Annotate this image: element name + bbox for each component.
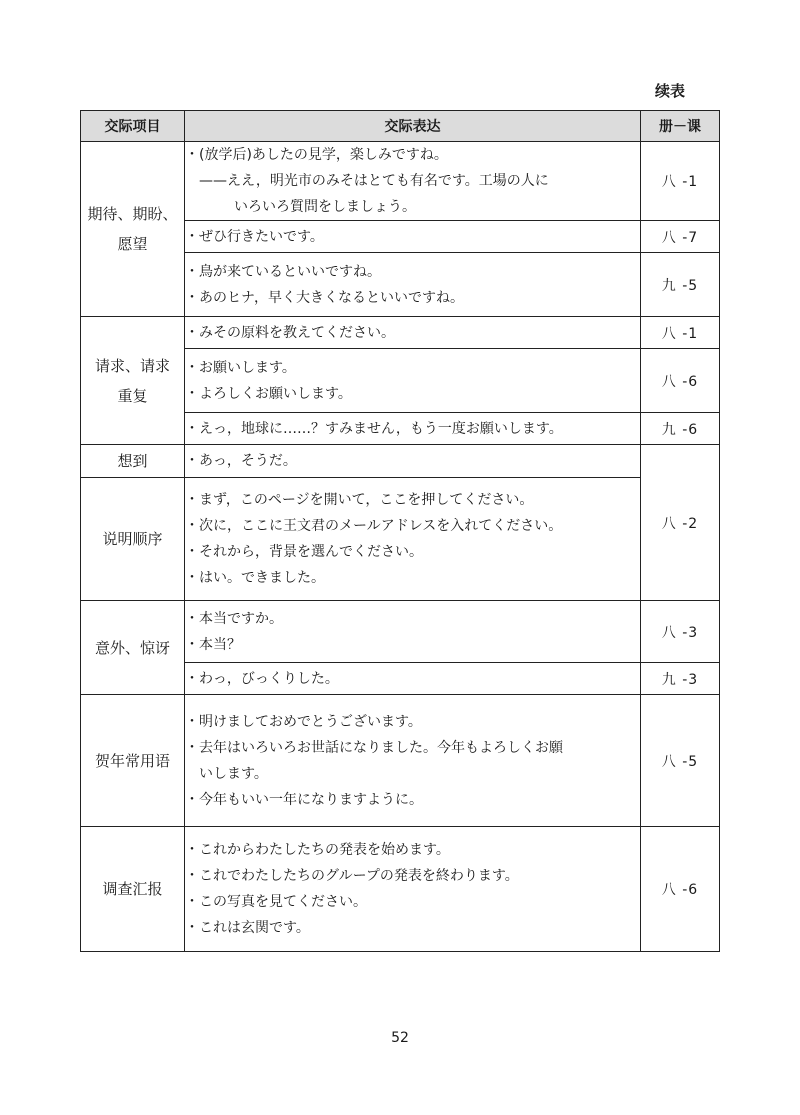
table-header-row	[81, 111, 720, 142]
lesson-cell: 八 -1	[641, 142, 720, 221]
expression-cell: ・お願いします。 ・よろしくお願いします。	[185, 349, 641, 413]
table-row	[81, 478, 720, 601]
continued-label: 续表	[655, 82, 686, 100]
expression-cell: ・みその原料を教えてください。	[185, 317, 641, 349]
lesson-cell: 八 -2	[641, 445, 720, 601]
expression-cell: ・これからわたしたちの発表を始めます。 ・これでわたしたちのグループの発表を終わります。 ・この写真を見てください。 ・これは玄関です。	[185, 827, 641, 952]
lesson-cell: 九 -3	[641, 663, 720, 695]
lesson-cell: 九 -5	[641, 253, 720, 317]
expression-cell: ・わっ，びっくりした。	[185, 663, 641, 695]
expression-cell: ・鳥が来ているといいですね。 ・あのヒナ，早く大きくなるといいですね。	[185, 253, 641, 317]
lesson-cell: 八 -1	[641, 317, 720, 349]
item-cell: 说明顺序	[81, 478, 185, 601]
header-lesson: 册－课	[641, 111, 720, 142]
table-row	[81, 695, 720, 827]
item-cell: 请求、请求 重复	[81, 317, 185, 445]
lesson-cell: 九 -6	[641, 413, 720, 445]
item-cell: 意外、惊讶	[81, 601, 185, 695]
communication-table	[80, 110, 720, 952]
table-row	[81, 142, 720, 221]
lesson-cell: 八 -6	[641, 827, 720, 952]
header-expression: 交际表达	[185, 111, 641, 142]
item-cell: 调查汇报	[81, 827, 185, 952]
lesson-cell: 八 -7	[641, 221, 720, 253]
item-cell: 贺年常用语	[81, 695, 185, 827]
page-number: 52	[391, 1030, 409, 1046]
item-cell: 期待、期盼、 愿望	[81, 142, 185, 317]
expression-cell: ・えっ，地球に……？すみません，もう一度お願いします。	[185, 413, 641, 445]
header-item: 交际项目	[81, 111, 185, 142]
expression-cell: ・(放学后)あしたの見学，楽しみですね。 ——ええ，明光市のみそはとても有名です。工場の人に いろいろ質問をしましょう。	[185, 142, 641, 221]
lesson-cell: 八 -5	[641, 695, 720, 827]
expression-cell: ・ぜひ行きたいです。	[185, 221, 641, 253]
lesson-cell: 八 -6	[641, 349, 720, 413]
item-cell: 想到	[81, 445, 185, 478]
expression-cell: ・本当ですか。 ・本当？	[185, 601, 641, 663]
table-row	[81, 317, 720, 349]
table-row	[81, 601, 720, 663]
table-row	[81, 827, 720, 952]
expression-cell: ・明けましておめでとうございます。 ・去年はいろいろお世話になりました。今年もよろしくお願 いします。 ・今年もいい一年になりますように。	[185, 695, 641, 827]
expression-cell: ・まず，このページを開いて，ここを押してください。 ・次に，ここに王文君のメールアドレスを入れてください。 ・それから，背景を選んでください。 ・はい。できました。	[185, 478, 641, 601]
expression-cell: ・あっ，そうだ。	[185, 445, 641, 478]
table-row	[81, 445, 720, 478]
lesson-cell: 八 -3	[641, 601, 720, 663]
